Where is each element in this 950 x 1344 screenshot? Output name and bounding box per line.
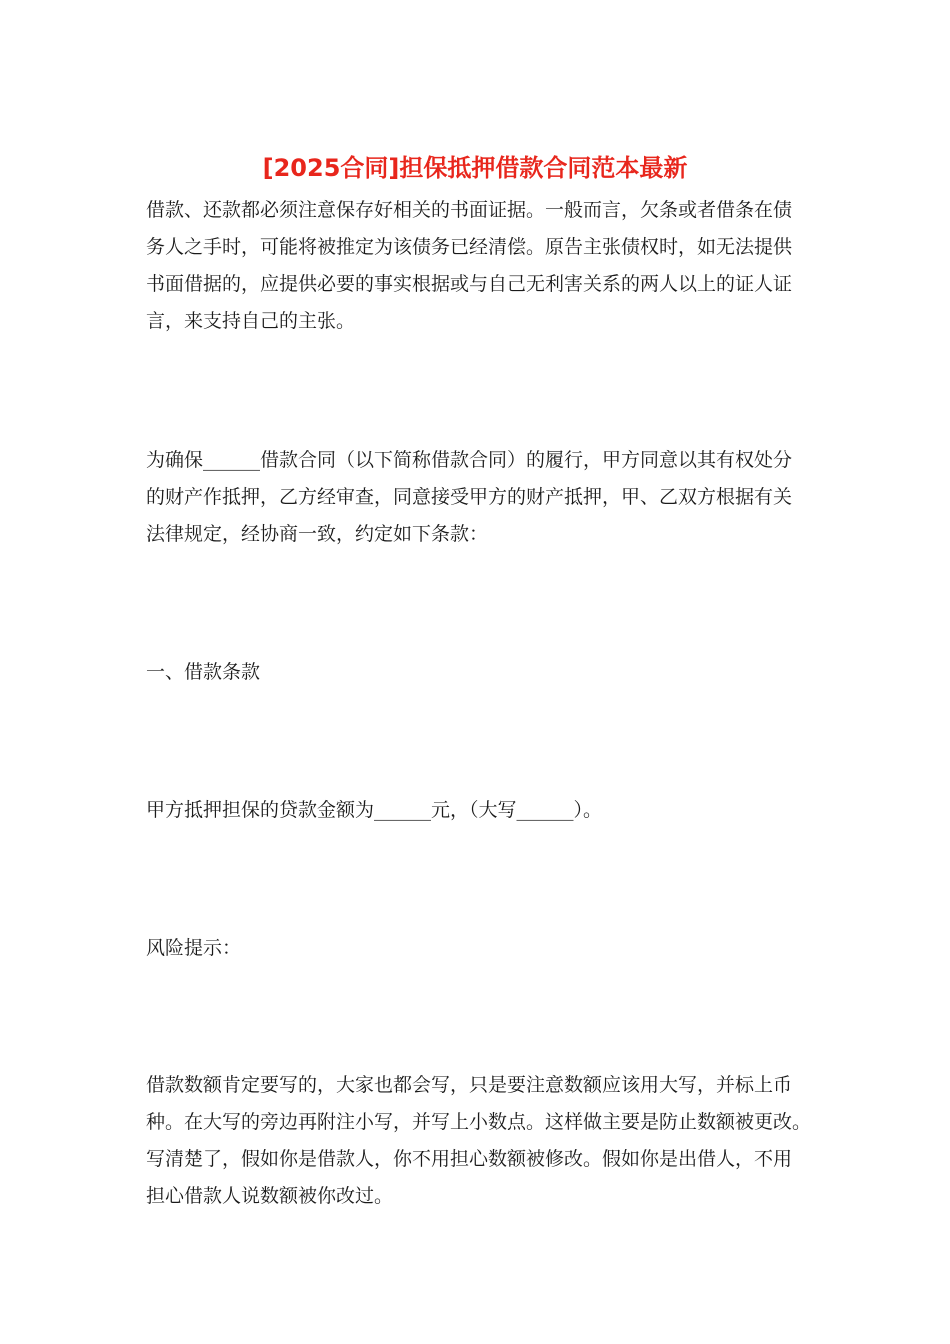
paragraph-evidence-notice [146, 192, 810, 340]
paragraph-line: 甲方抵押担保的贷款金额为______元，（大写______）。 [146, 799, 603, 821]
paragraph-amount-advice [146, 1067, 810, 1215]
section-heading-loan-terms [146, 654, 810, 691]
document-title: [2025合同]担保抵押借款合同范本最新 [262, 154, 688, 182]
paragraph-loan-amount [146, 792, 810, 829]
paragraph-preamble [146, 442, 810, 553]
paragraph-line: 的财产作抵押，乙方经审查，同意接受甲方的财产抵押，甲、乙双方根据有关 [146, 486, 793, 508]
paragraph-line: 担心借款人说数额被你改过。 [146, 1185, 394, 1207]
paragraph-line: 为确保______借款合同（以下简称借款合同）的履行，甲方同意以其有权处分 [146, 449, 793, 471]
paragraph-line: 言，来支持自己的主张。 [146, 310, 356, 332]
paragraph-line: 务人之手时，可能将被推定为该债务已经清偿。原告主张债权时，如无法提供 [146, 236, 793, 258]
paragraph-line: 写清楚了，假如你是借款人，你不用担心数额被修改。假如你是出借人，不用 [146, 1148, 793, 1170]
risk-notice-heading [146, 930, 810, 967]
paragraph-line: 法律规定，经协商一致，约定如下条款： [146, 523, 489, 545]
paragraph-line: 一、借款条款 [146, 661, 261, 683]
paragraph-line: 风险提示： [146, 937, 242, 959]
paragraph-line: 借款、还款都必须注意保存好相关的书面证据。一般而言，欠条或者借条在债 [146, 199, 793, 221]
paragraph-line: 书面借据的，应提供必要的事实根据或与自己无利害关系的两人以上的证人证 [146, 273, 793, 295]
paragraph-line: 种。在大写的旁边再附注小写，并写上小数点。这样做主要是防止数额被更改。 [146, 1111, 812, 1133]
paragraph-line: 借款数额肯定要写的，大家也都会写，只是要注意数额应该用大写，并标上币 [146, 1074, 793, 1096]
